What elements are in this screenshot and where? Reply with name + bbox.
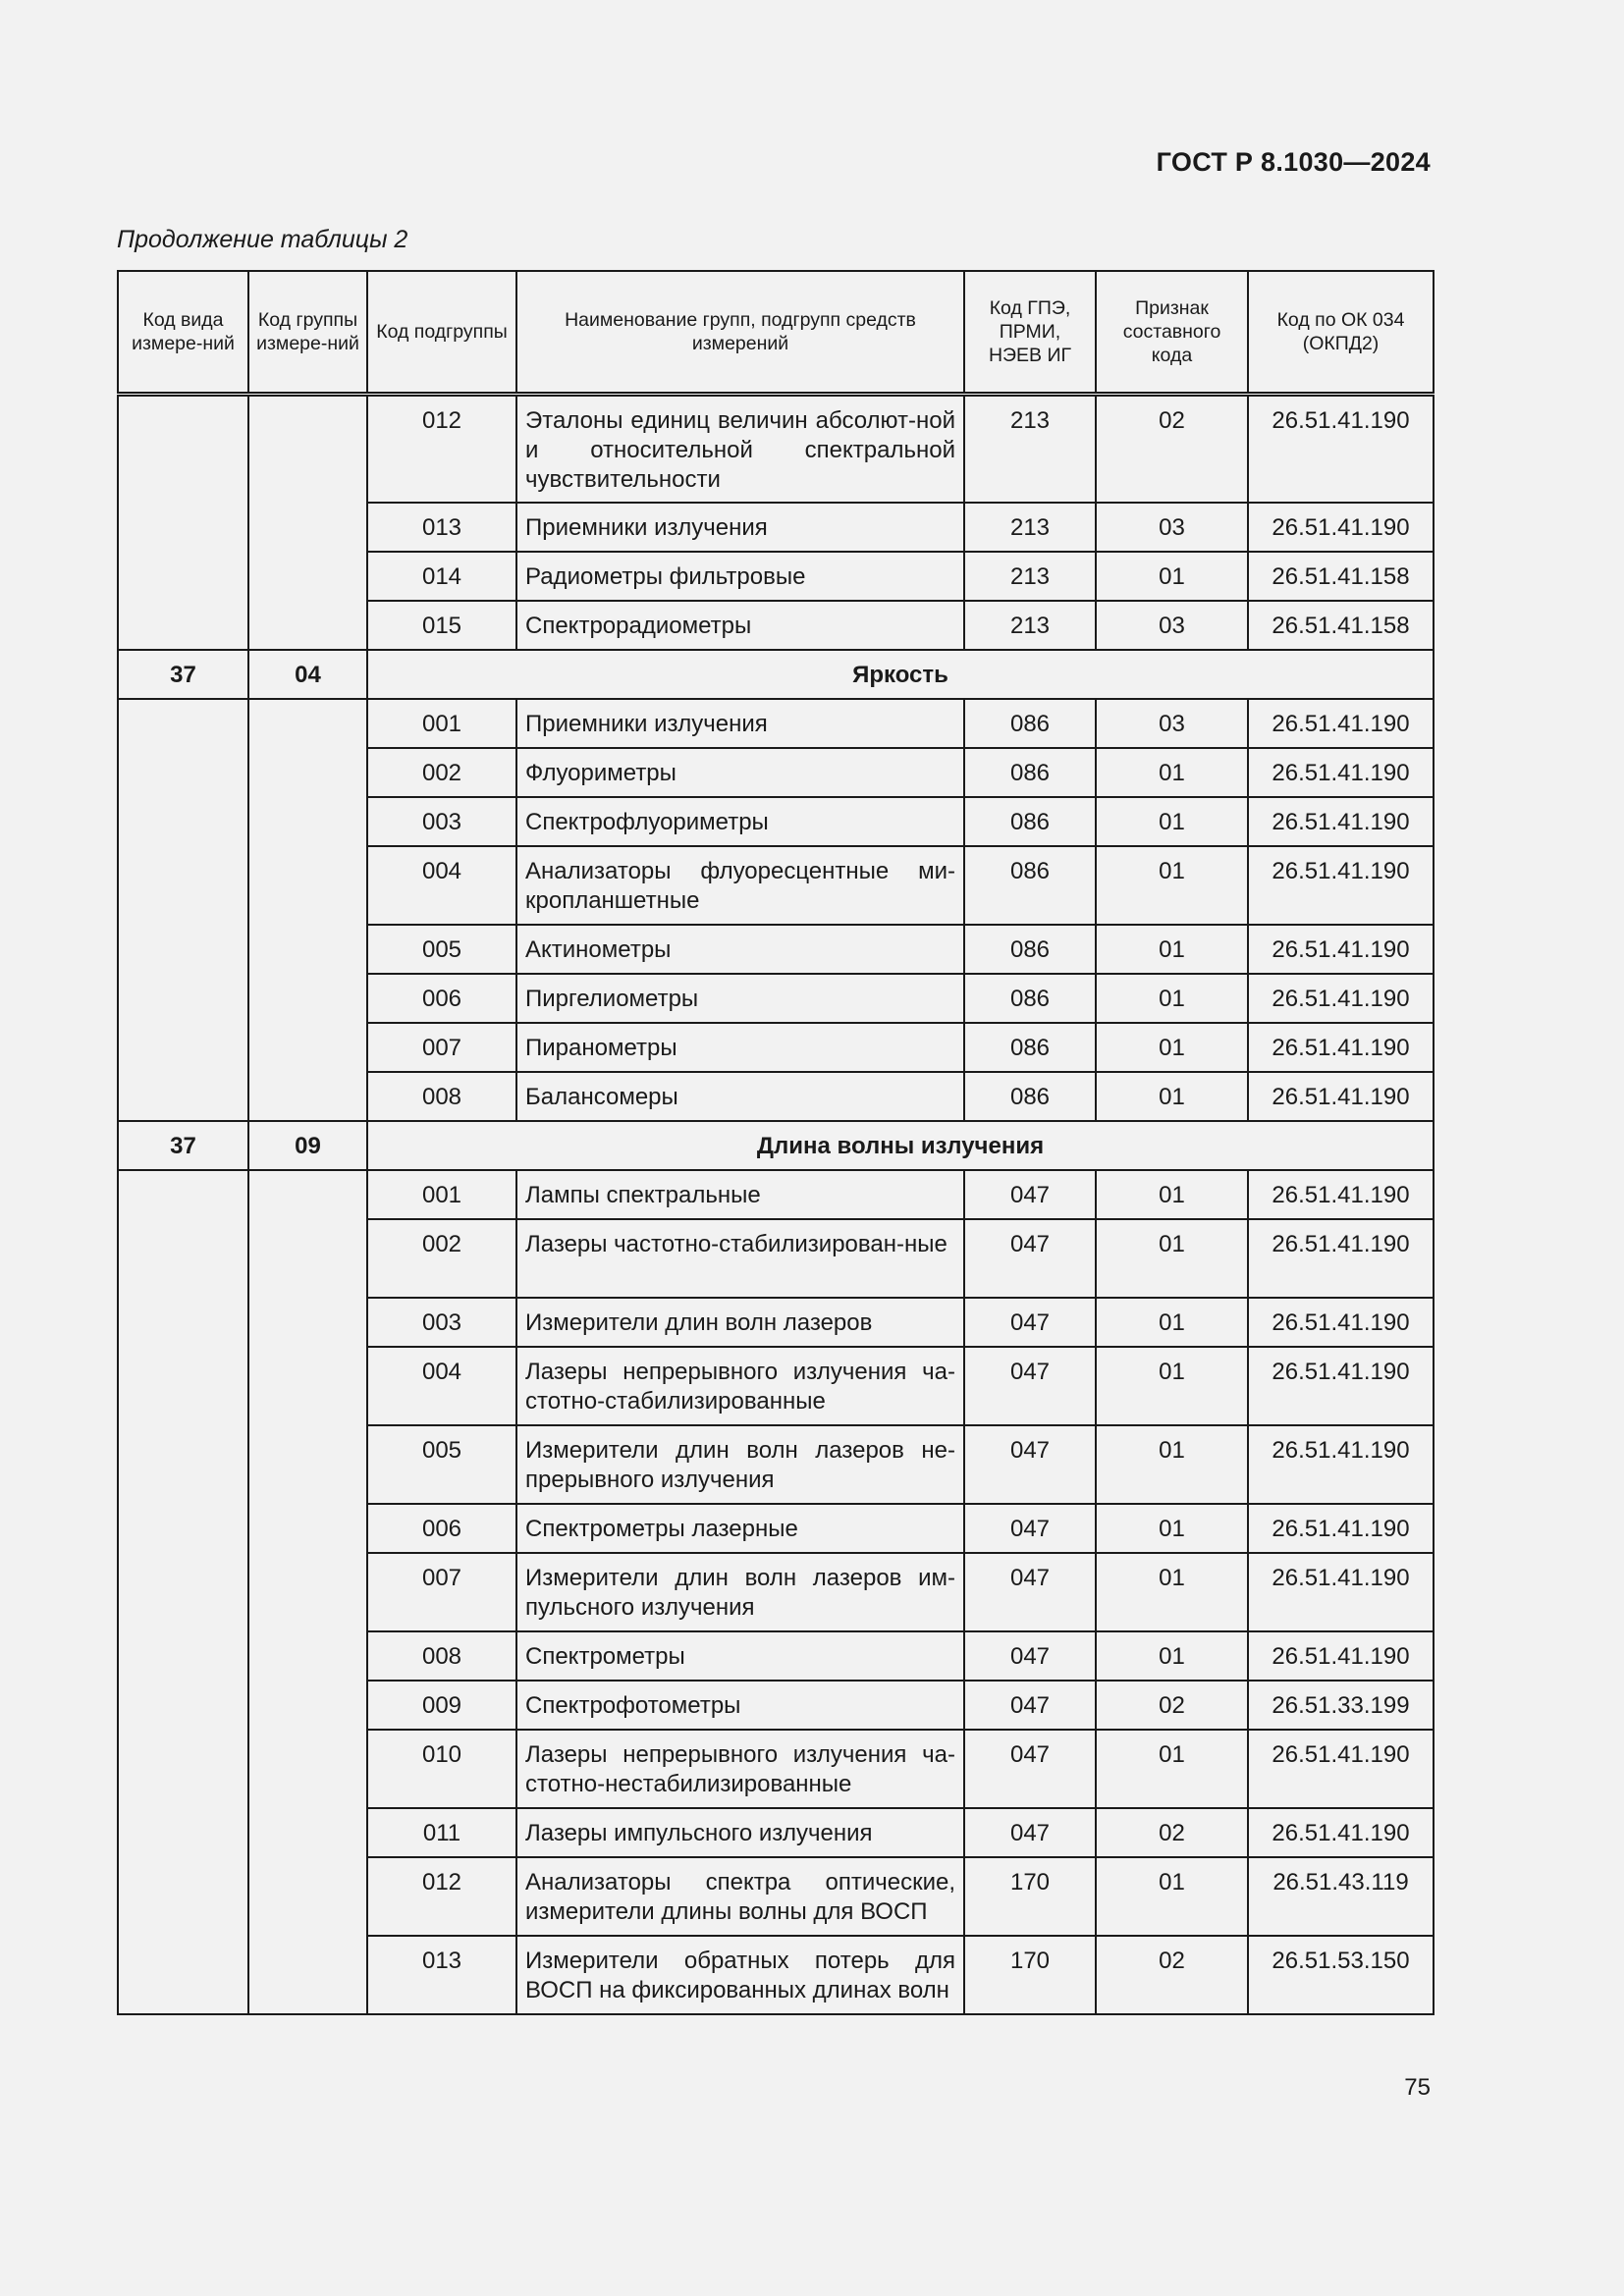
- okpd-code: 26.51.41.190: [1248, 394, 1434, 503]
- section-row: [118, 650, 1434, 699]
- subgroup-code: 011: [367, 1808, 516, 1857]
- okpd-code: 26.51.41.190: [1248, 846, 1434, 925]
- subgroup-code: 013: [367, 503, 516, 552]
- composite-sign: 03: [1096, 699, 1248, 748]
- section-group-code: 04: [248, 650, 367, 699]
- instrument-name: Спектрометры: [516, 1631, 964, 1681]
- subgroup-code: 005: [367, 925, 516, 974]
- instrument-name: Приемники излучения: [516, 503, 964, 552]
- okpd-code: 26.51.41.190: [1248, 503, 1434, 552]
- header-gpe-code: Код ГПЭ, ПРМИ, НЭЕВ ИГ: [964, 271, 1096, 394]
- section-title: Яркость: [367, 650, 1434, 699]
- table-caption: Продолжение таблицы 2: [117, 226, 408, 253]
- gpe-code: 213: [964, 552, 1096, 601]
- group-code-cell: [248, 1170, 367, 2014]
- gpe-code: 086: [964, 1023, 1096, 1072]
- gpe-code: 170: [964, 1857, 1096, 1936]
- composite-sign: 01: [1096, 1425, 1248, 1504]
- subgroup-code: 008: [367, 1072, 516, 1121]
- instrument-name: Анализаторы спектра оптические, измерители длины волны для ВОСП: [516, 1857, 964, 1936]
- instrument-name: Измерители длин волн лазеров им-пульсного излучения: [516, 1553, 964, 1631]
- composite-sign: 01: [1096, 1504, 1248, 1553]
- composite-sign: 02: [1096, 1808, 1248, 1857]
- okpd-code: 26.51.41.190: [1248, 1808, 1434, 1857]
- subgroup-code: 003: [367, 1298, 516, 1347]
- gpe-code: 086: [964, 846, 1096, 925]
- composite-sign: 02: [1096, 1681, 1248, 1730]
- okpd-code: 26.51.41.190: [1248, 1631, 1434, 1681]
- section-kind-code: 37: [118, 650, 248, 699]
- gpe-code: 047: [964, 1808, 1096, 1857]
- subgroup-code: 005: [367, 1425, 516, 1504]
- composite-sign: 01: [1096, 1553, 1248, 1631]
- okpd-code: 26.51.41.190: [1248, 1347, 1434, 1425]
- gpe-code: 086: [964, 974, 1096, 1023]
- okpd-code: 26.51.41.190: [1248, 1504, 1434, 1553]
- composite-sign: 01: [1096, 846, 1248, 925]
- okpd-code: 26.51.41.190: [1248, 1023, 1434, 1072]
- okpd-code: 26.51.41.190: [1248, 1730, 1434, 1808]
- instrument-name: Пиранометры: [516, 1023, 964, 1072]
- instrument-name: Радиометры фильтровые: [516, 552, 964, 601]
- subgroup-code: 001: [367, 1170, 516, 1219]
- header-kind-code: Код вида измере-ний: [118, 271, 248, 394]
- composite-sign: 03: [1096, 503, 1248, 552]
- instrument-name: Приемники излучения: [516, 699, 964, 748]
- composite-sign: 01: [1096, 1219, 1248, 1298]
- subgroup-code: 007: [367, 1553, 516, 1631]
- page-number: 75: [1404, 2074, 1431, 2101]
- instrument-name: Измерители длин волн лазеров не-прерывного излучения: [516, 1425, 964, 1504]
- subgroup-code: 013: [367, 1936, 516, 2014]
- subgroup-code: 002: [367, 748, 516, 797]
- instrument-name: Спектрометры лазерные: [516, 1504, 964, 1553]
- instrument-name: Пиргелиометры: [516, 974, 964, 1023]
- gpe-code: 047: [964, 1681, 1096, 1730]
- subgroup-code: 006: [367, 974, 516, 1023]
- composite-sign: 01: [1096, 1730, 1248, 1808]
- composite-sign: 01: [1096, 1298, 1248, 1347]
- header-okpd-code: Код по ОК 034 (ОКПД2): [1248, 271, 1434, 394]
- table-row: [118, 394, 1434, 503]
- instrument-name: Измерители обратных потерь для ВОСП на фиксированных длинах волн: [516, 1936, 964, 2014]
- table-row: [118, 699, 1434, 748]
- subgroup-code: 007: [367, 1023, 516, 1072]
- gpe-code: 047: [964, 1425, 1096, 1504]
- section-title: Длина волны излучения: [367, 1121, 1434, 1170]
- instrument-name: Лазеры частотно-стабилизирован-ные: [516, 1219, 964, 1298]
- instrument-name: Спектрорадиометры: [516, 601, 964, 650]
- subgroup-code: 003: [367, 797, 516, 846]
- okpd-code: 26.51.41.190: [1248, 1219, 1434, 1298]
- gpe-code: 047: [964, 1298, 1096, 1347]
- subgroup-code: 001: [367, 699, 516, 748]
- gpe-code: 047: [964, 1730, 1096, 1808]
- subgroup-code: 010: [367, 1730, 516, 1808]
- okpd-code: 26.51.41.190: [1248, 748, 1434, 797]
- composite-sign: 01: [1096, 552, 1248, 601]
- gpe-code: 047: [964, 1219, 1096, 1298]
- okpd-code: 26.51.41.190: [1248, 1072, 1434, 1121]
- gpe-code: 086: [964, 748, 1096, 797]
- gpe-code: 086: [964, 925, 1096, 974]
- group-code-cell: [248, 394, 367, 650]
- instrument-name: Балансомеры: [516, 1072, 964, 1121]
- section-row: [118, 1121, 1434, 1170]
- gpe-code: 213: [964, 503, 1096, 552]
- okpd-code: 26.51.33.199: [1248, 1681, 1434, 1730]
- gpe-code: 170: [964, 1936, 1096, 2014]
- subgroup-code: 004: [367, 846, 516, 925]
- composite-sign: 01: [1096, 797, 1248, 846]
- subgroup-code: 004: [367, 1347, 516, 1425]
- okpd-code: 26.51.41.190: [1248, 1298, 1434, 1347]
- gpe-code: 047: [964, 1631, 1096, 1681]
- instrument-name: Лампы спектральные: [516, 1170, 964, 1219]
- instrument-name: Актинометры: [516, 925, 964, 974]
- composite-sign: 02: [1096, 394, 1248, 503]
- composite-sign: 01: [1096, 748, 1248, 797]
- gpe-code: 086: [964, 699, 1096, 748]
- kind-code-cell: [118, 394, 248, 650]
- okpd-code: 26.51.53.150: [1248, 1936, 1434, 2014]
- gpe-code: 047: [964, 1504, 1096, 1553]
- okpd-code: 26.51.41.190: [1248, 699, 1434, 748]
- composite-sign: 01: [1096, 1631, 1248, 1681]
- instrument-name: Эталоны единиц величин абсолют-ной и относительной спектральной чувствительности: [516, 394, 964, 503]
- instrument-name: Флуориметры: [516, 748, 964, 797]
- header-name: Наименование групп, подгрупп средств измерений: [516, 271, 964, 394]
- composite-sign: 03: [1096, 601, 1248, 650]
- composite-sign: 01: [1096, 974, 1248, 1023]
- header-group-code: Код группы измере-ний: [248, 271, 367, 394]
- instrument-name: Лазеры импульсного излучения: [516, 1808, 964, 1857]
- section-group-code: 09: [248, 1121, 367, 1170]
- subgroup-code: 002: [367, 1219, 516, 1298]
- okpd-code: 26.51.41.158: [1248, 552, 1434, 601]
- composite-sign: 01: [1096, 925, 1248, 974]
- composite-sign: 01: [1096, 1023, 1248, 1072]
- document-code: ГОСТ Р 8.1030—2024: [1156, 147, 1431, 177]
- okpd-code: 26.51.41.190: [1248, 1553, 1434, 1631]
- section-kind-code: 37: [118, 1121, 248, 1170]
- composite-sign: 02: [1096, 1936, 1248, 2014]
- subgroup-code: 014: [367, 552, 516, 601]
- kind-code-cell: [118, 1170, 248, 2014]
- okpd-code: 26.51.41.190: [1248, 974, 1434, 1023]
- okpd-code: 26.51.41.190: [1248, 925, 1434, 974]
- okpd-code: 26.51.41.190: [1248, 1425, 1434, 1504]
- gpe-code: 213: [964, 601, 1096, 650]
- subgroup-code: 012: [367, 1857, 516, 1936]
- instrument-name: Спектрофотометры: [516, 1681, 964, 1730]
- instrument-name: Спектрофлуориметры: [516, 797, 964, 846]
- kind-code-cell: [118, 699, 248, 1121]
- gpe-code: 213: [964, 394, 1096, 503]
- subgroup-code: 009: [367, 1681, 516, 1730]
- measurement-instruments-table: [117, 270, 1435, 2015]
- okpd-code: 26.51.41.190: [1248, 797, 1434, 846]
- composite-sign: 01: [1096, 1857, 1248, 1936]
- table-row: [118, 1170, 1434, 1219]
- okpd-code: 26.51.41.158: [1248, 601, 1434, 650]
- subgroup-code: 006: [367, 1504, 516, 1553]
- header-composite-sign: Признак составного кода: [1096, 271, 1248, 394]
- header-subgroup-code: Код подгруппы: [367, 271, 516, 394]
- composite-sign: 01: [1096, 1170, 1248, 1219]
- instrument-name: Измерители длин волн лазеров: [516, 1298, 964, 1347]
- gpe-code: 086: [964, 1072, 1096, 1121]
- subgroup-code: 015: [367, 601, 516, 650]
- okpd-code: 26.51.43.119: [1248, 1857, 1434, 1936]
- instrument-name: Анализаторы флуоресцентные ми-кропланшетные: [516, 846, 964, 925]
- composite-sign: 01: [1096, 1347, 1248, 1425]
- table-header-row: [118, 271, 1434, 394]
- instrument-name: Лазеры непрерывного излучения ча-стотно-нестабилизированные: [516, 1730, 964, 1808]
- group-code-cell: [248, 699, 367, 1121]
- gpe-code: 047: [964, 1170, 1096, 1219]
- subgroup-code: 008: [367, 1631, 516, 1681]
- instrument-name: Лазеры непрерывного излучения ча-стотно-стабилизированные: [516, 1347, 964, 1425]
- gpe-code: 086: [964, 797, 1096, 846]
- subgroup-code: 012: [367, 394, 516, 503]
- composite-sign: 01: [1096, 1072, 1248, 1121]
- okpd-code: 26.51.41.190: [1248, 1170, 1434, 1219]
- gpe-code: 047: [964, 1553, 1096, 1631]
- gpe-code: 047: [964, 1347, 1096, 1425]
